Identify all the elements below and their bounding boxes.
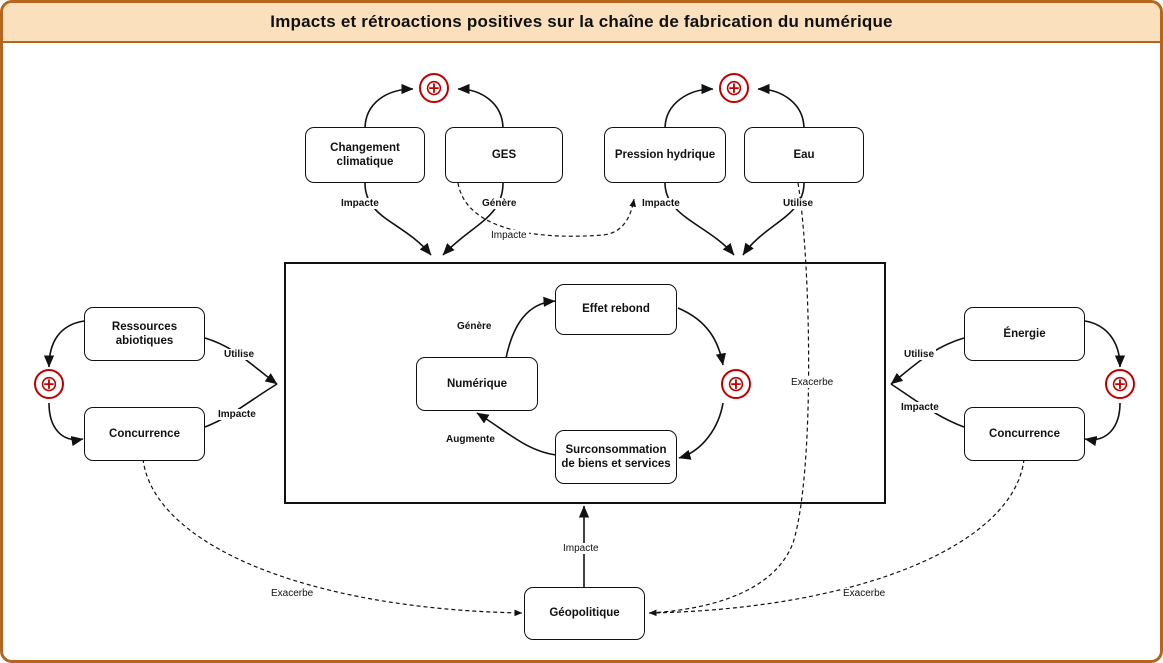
edge-label-impacte-geopolitique: Impacte: [563, 543, 599, 554]
node-label: Concurrence: [109, 427, 180, 440]
node-label: Ressources abiotiques: [111, 320, 178, 347]
edge-label-genere-effet-rebond: Génère: [457, 321, 492, 332]
plus-marker-top-left: ⊕: [419, 73, 449, 103]
node-energie[interactable]: [964, 307, 1085, 361]
edge-label-utilise-energie: Utilise: [904, 349, 935, 360]
edge-label-impacte-dashed: Impacte: [491, 230, 527, 241]
node-concurrence-gauche[interactable]: [84, 407, 205, 461]
plus-marker-right: ⊕: [1105, 369, 1135, 399]
title-bar: [3, 3, 1160, 43]
edge-label-exacerbe-droite: Exacerbe: [843, 588, 886, 599]
node-effet-rebond[interactable]: [555, 284, 677, 335]
node-label: Concurrence: [989, 427, 1060, 440]
edge-label-exacerbe-centre: Exacerbe: [791, 377, 834, 388]
node-label: Énergie: [1003, 327, 1046, 340]
plus-marker-top-right: ⊕: [719, 73, 749, 103]
node-label: Surconsommation de biens et services: [561, 443, 671, 470]
edge-label-impacte-concurrence-droite: Impacte: [901, 402, 939, 413]
node-ges[interactable]: [445, 127, 563, 183]
edge-label-utilise-eau: Utilise: [783, 198, 814, 209]
node-geopolitique[interactable]: [524, 587, 645, 640]
page-title: Impacts et rétroactions positives sur la chaîne de fabrication du numérique: [270, 12, 893, 31]
node-changement-climatique[interactable]: [305, 127, 425, 183]
node-surconsommation[interactable]: [555, 430, 677, 484]
node-label: Changement climatique: [330, 141, 400, 168]
edge-label-impacte-pression-hydrique: Impacte: [642, 198, 680, 209]
node-label: Effet rebond: [582, 303, 650, 316]
edge-label-exacerbe-gauche: Exacerbe: [271, 588, 314, 599]
edge-label-impacte-concurrence-gauche: Impacte: [218, 409, 256, 420]
plus-marker-left: ⊕: [34, 369, 64, 399]
node-label: Numérique: [446, 377, 508, 390]
node-ressources-abiotiques[interactable]: [84, 307, 205, 361]
edge-label-impacte-changement-climatique: Impacte: [341, 198, 379, 209]
node-label: GES: [491, 148, 517, 161]
node-label: Pression hydrique: [614, 148, 716, 161]
plus-marker-center: ⊕: [721, 369, 751, 399]
node-label: Eau: [793, 148, 815, 161]
node-numerique[interactable]: [416, 357, 538, 411]
edge-label-genere-ges: Génère: [482, 198, 517, 209]
edge-label-utilise-ressources: Utilise: [224, 349, 255, 360]
edge-label-augmente-numerique: Augmente: [446, 434, 495, 445]
node-eau[interactable]: [744, 127, 864, 183]
node-concurrence-droite[interactable]: [964, 407, 1085, 461]
node-label: Géopolitique: [549, 607, 620, 620]
node-pression-hydrique[interactable]: [604, 127, 726, 183]
